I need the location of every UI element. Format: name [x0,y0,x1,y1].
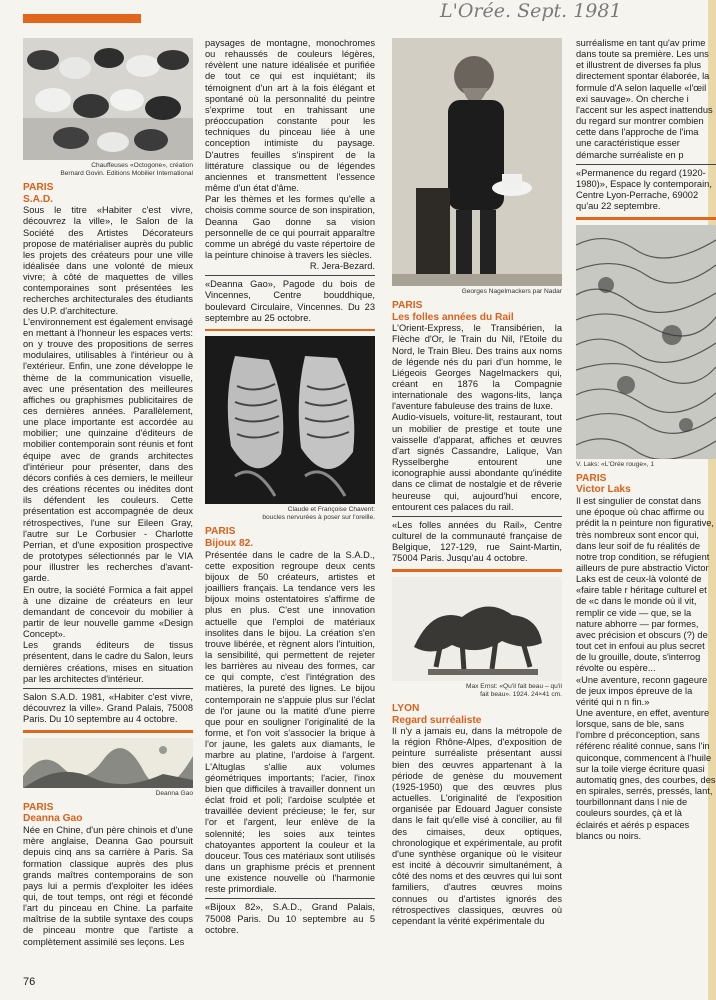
paragraph: L'Orient-Express, le Transibérien, la Flèche d'Or, le Train du Nil, l'Etoile du Nord, le Train Bleu. Des trains aux noms de légende nés du pari d'un homme, le Liégeois Georges Nagelmackers qui, créant en 1876 la Compagnie internationale des wagons-lits, lança l'aventure fabuleuse des trains de luxe. [392,323,562,412]
photo-caption: Georges Nagelmackers par Nadar [461,288,562,295]
octogone-chairs-icon [23,38,193,160]
header-title: Deanna Gao [23,813,83,825]
photo-deanna-gao-painting [23,738,193,788]
header-title: Regard surréaliste [392,714,482,726]
paragraph: paysages de montagne, monochromes ou rehaussés de couleurs légères, révèlent une nature idéalisée et purifiée de tout ce qui est inquiétant; ils témoignent d'un art à la fois élégant et spontané où la personnalité du peintre s'exprime tout en trahissant une préoccupation constante pour les techniques du pinceau liée à une conception intimiste du paysage. D'autres feuilles s'inspirent de la littérature classique ou de légendes anciennes et transmettent l'essence même d'un état d'âme. [205,38,375,194]
event-info: «Permanence du regard (1920-1980)», Espace ly contemporain, Centre Lyon-Perrache, 69002 qu'au 22 septembre. [576,167,712,212]
photo-caption [392,683,562,699]
header-title: S.A.D. [23,193,54,205]
paragraph: Née en Chine, d'un père chinois et d'une mère anglaise, Deanna Gao poursuit depuis cinq ans sa carrière à Paris. Sa formation classique auprès des plus grands maîtres contemporains de son pays lui a permis d'exploiter les idées qui, de tout temps, ont régi et fécondé l'art du pinceau en Chine. La parfaite maîtrise de la subtile syntaxe des coups de pinceau montre que l'artiste a complètement assimilé ses leçons. Les [23,825,193,947]
paragraph: Présentée dans le cadre de la S.A.D., cette exposition regroupe deux cents bijoux de 50 créateurs, artistes et joailliers français. La tendance vers les bijoux moins ostentatoires s'affirme de plus en plus. C'est une innovation actuelle que l'emploi de matériaux insolites dans le bijou. La création s'en trouve libérée, et règnent alors l'intuition, la sensibilité, qui permettent de rejeter les barrières au niveau des formes, car ce qui compte, c'est l'intégration des matières, la pureté des lignes. Le bijou contemporain ne s'appuie plus sur l'éclat de l'or jaune ou la matité d'une pierre que pour en souligner l'originalité de la forme, et l'on voit s'associer la brique à l'or jaune, les galets aux diamants, le marbre au platine, l'ardoise à l'argent. L'Altuglas s'allie aux volumes géométriques importants; l'acier, l'inox bien que difficiles à travailler donnent un éclat froid et poli; l'ardoise sculptée et travaillée devient précieuse; le fer, sur l'or et l'argent, leur enlève de la solennité; les soies aux teintes chatoyantes apportent la couleur et la douceur. Tous ces matériaux sont utilisés dans un graphisme précis et prennent une existence nouvelle où l'harmonie reste primordiale. [205,549,375,895]
caption-line: Bernard Govin. Editions Mobilier International [60,170,193,177]
header-city: PARIS [23,182,54,193]
column-4 [576,38,716,976]
article-header-gao [23,802,193,825]
header-title: Bijoux 82. [205,538,254,549]
header-city: PARIS [392,300,423,311]
event-info: «Deanna Gao», Pagode du bois de Vincennes, Centre bouddhique, boulevard Circulaire, Vincennes. Du 23 septembre au 25 octobre. [205,279,375,323]
photo-caption [205,506,375,522]
article-header-rail [392,300,562,323]
caption-line: Claude et Françoise Chavent: [287,506,375,514]
earrings-icon [205,336,375,504]
photo-laks-painting [576,225,716,459]
paragraph: Une aventure, en effet, aventure lorsque, sans de ble, sans l'ombre d préconception, sans référenc réalité connue, sans l'in quiconque, commencent à l'huile sur la toile vierge écriture quasi automatiq gnes, des courbes, des en spirales, serrés, pressés, lant, tourbillonnant dans l nie de couleurs sourdes, çà et là éclairés et aérés p espaces blancs ou noirs. [576,708,716,841]
paragraph: Sous le titre «Habiter c'est vivre, découvrez la ville», le Salon de la Société des Artistes Décorateurs propose de matérialiser auprès du public les projets des créateurs pour une ville idéalisée dans une volonté de mieux vivre; à côté de maquettes de villes contemporaines sont présentées les recherches architecturales des étudiants des U.P. d'architecture. [23,205,193,316]
paragraph: Il est singulier de constat dans une époque où chac affirme ou prédit la n peinture non figurative, très nombreux sont encor qui, dans leur soif de fu réalités de notre trop condition, se réfugient ailleurs de pure abstractio Victor Laks est de ceux-là volonté de «faire table r héritage culturel et de «c dans le monde où il vit, remplir ce vide — que, se la nature abhorre — par formes, avec précision et obscurs (?) de tout cet in enfoui au plus secret de lu grouille, doute, s'interrog révolte ou espère... [576,496,714,674]
author-signature: R. Jera-Bezard. [309,261,375,272]
column-1 [23,38,193,976]
paragraph: Audio-visuels, voiture-lit, restaurant, tout un mobilier de prestige et toute une vaisselle d'apparat, affiches et œuvres d'art signés Cassandre, Lalique, Van Rysselberghe entourent une iconographie aussi abondante qu'inédite dans ce climat de nostalgie et de rêverie heureuse qui, aujourd'hui encore, entourent ces palaces du rail. [392,412,562,512]
sculpture-icon [392,577,562,681]
paragraph: Les grands éditeurs de tissus présentent, dans le cadre du Salon, leurs dernières créations, mises en situation par les architectes d'intérieur. [23,640,193,684]
divider [576,164,716,165]
portrait-icon [392,38,562,286]
header-city: PARIS [205,526,236,538]
section-header-bar [23,14,141,23]
handwritten-note: L'Orée. Sept. 1981 [440,0,622,22]
caption-line: Chauffeuses «Octogone», création [91,162,193,169]
event-info: Salon S.A.D. 1981, «Habiter c'est vivre, découvrez la ville». Grand Palais, 75008 Paris. Du 10 septembre au 4 octobre. [23,691,193,725]
article-header-lyon [392,703,562,726]
caption-line: fait beau». 1924. 24×41 cm. [480,690,562,698]
header-city: PARIS [23,801,54,813]
article-header-bijoux [205,526,375,549]
divider [205,898,375,899]
section-rule [576,217,716,220]
abstract-painting-icon [576,225,716,459]
photo-caption [23,162,193,178]
column-3 [392,38,562,976]
paragraph: En outre, la société Formica a fait appel à une dizaine de créateurs en leur demandant de concevoir du mobilier à partir de leur nouvelle gamme «Design Concept». [23,584,193,640]
paragraph: Il n'y a jamais eu, dans la métropole de la région Rhône-Alpes, d'exposition de peinture surréaliste présentant aussi bien des œuvres appartenant à la période de genèse du mouvement (1925-1950) que des œuvres plus actuelles. L'originalité de l'exposition organisée par Edouard Jaguer consiste dans le fait qu'elle visé à concilier, au fil des cimaises, deux optiques, chronologique et expérimentale, au profit d'une synthèse organique où le visiteur est incité à découvrir simultanément, à côté des noms et des œuvres qui lui sont familiers, d'autres œuvres moins connues ou d'artistes ignorés des rétrospectives classiques, œuvres où cependant la vérité expérimentale du [392,726,562,926]
paragraph: surréalisme en tant qu'av prime dans toute sa première. Les uns et illustrent de diverses fa plus directement spontar élaborée, la formule d'A selon laquelle «l'œil exi sauvage». On cherche i l'accent sur les aspect inattendus du regard sur montrer combien cette dans l'approche de l'ima une caractéristique esser démarche surréaliste en p [576,38,713,160]
photo-max-ernst-sculpture [392,577,562,681]
caption-line: Max Ernst: «Qu'il fait beau – qu'il [466,682,562,690]
header-city: LYON [392,702,420,714]
landscape-painting-icon [23,738,193,788]
divider [392,516,562,517]
article-header-sad [23,182,193,205]
paragraph: L'environnement est également envisagé en mettant à l'honneur les espaces verts: on y trouve des propositions de serres modulaires, utilisables à l'intérieur ou à l'extérieur. Enfin, une zone développe le thème de la communication visuelle, avec une présentation des meilleures affiches ou graphismes publicitaires de ces dernières années. Parallèlement, une place importante est accordée au mobilier; une quinzaine d'éditeurs de mobilier contemporain sont réunis et font équipe avec de grands architectes d'intérieur pour présenter, dans des décors confiés à ces derniers, le meilleur des créations récentes ou inédites dont ils défendent les couleurs. Cette présentation est accompagnée de deux rétrospectives, l'une sur Eileen Gray, l'autre sur Le Corbusier - Charlotte Perrian, et d'une exposition prospective de prototypes sélectionnés par le VIA pour illustrer les recherches d'avant-garde. [23,316,193,584]
section-rule [205,329,375,332]
event-info: «Bijoux 82», S.A.D., Grand Palais, 75008 Paris. Du 10 septembre au 5 octobre. [205,902,375,935]
paragraph: Par les thèmes et les formes qu'elle a choisis comme source de son inspiration, Deanna Gao donne sa vision personnelle de ce qui pourrait apparaître comme un abrégé du vaste répertoire de la peinture chinoise à travers les siècles. [205,194,375,260]
article-header-laks [576,473,716,496]
photo-chavent-earrings [205,336,375,504]
paragraph: «Une aventure, reconn gageure de jeux impos épreuve de la vérité qui n n fin.» [576,674,708,707]
caption-line: boucles nervurées à poser sur l'oreille. [262,514,375,522]
page-number: 76 [23,976,36,988]
header-city: PARIS [576,472,607,484]
divider [23,688,193,689]
section-rule [23,730,193,733]
section-rule [392,569,562,572]
photo-caption: V. Laks: «L'Orée rouge», 1 [576,460,654,468]
photo-caption: Deanna Gao [155,789,193,797]
divider [205,275,375,276]
header-title: Victor Laks [576,484,631,496]
photo-octogone-chairs [23,38,193,160]
photo-nagelmackers [392,38,562,286]
event-info: «Les folles années du Rail», Centre culturel de la communauté française de Belgique, 127-129, rue Saint-Martin, 75004 Paris. Jusqu'au 4 octobre. [392,519,562,564]
header-title: Les folles années du Rail [392,311,514,323]
column-2 [205,38,375,976]
